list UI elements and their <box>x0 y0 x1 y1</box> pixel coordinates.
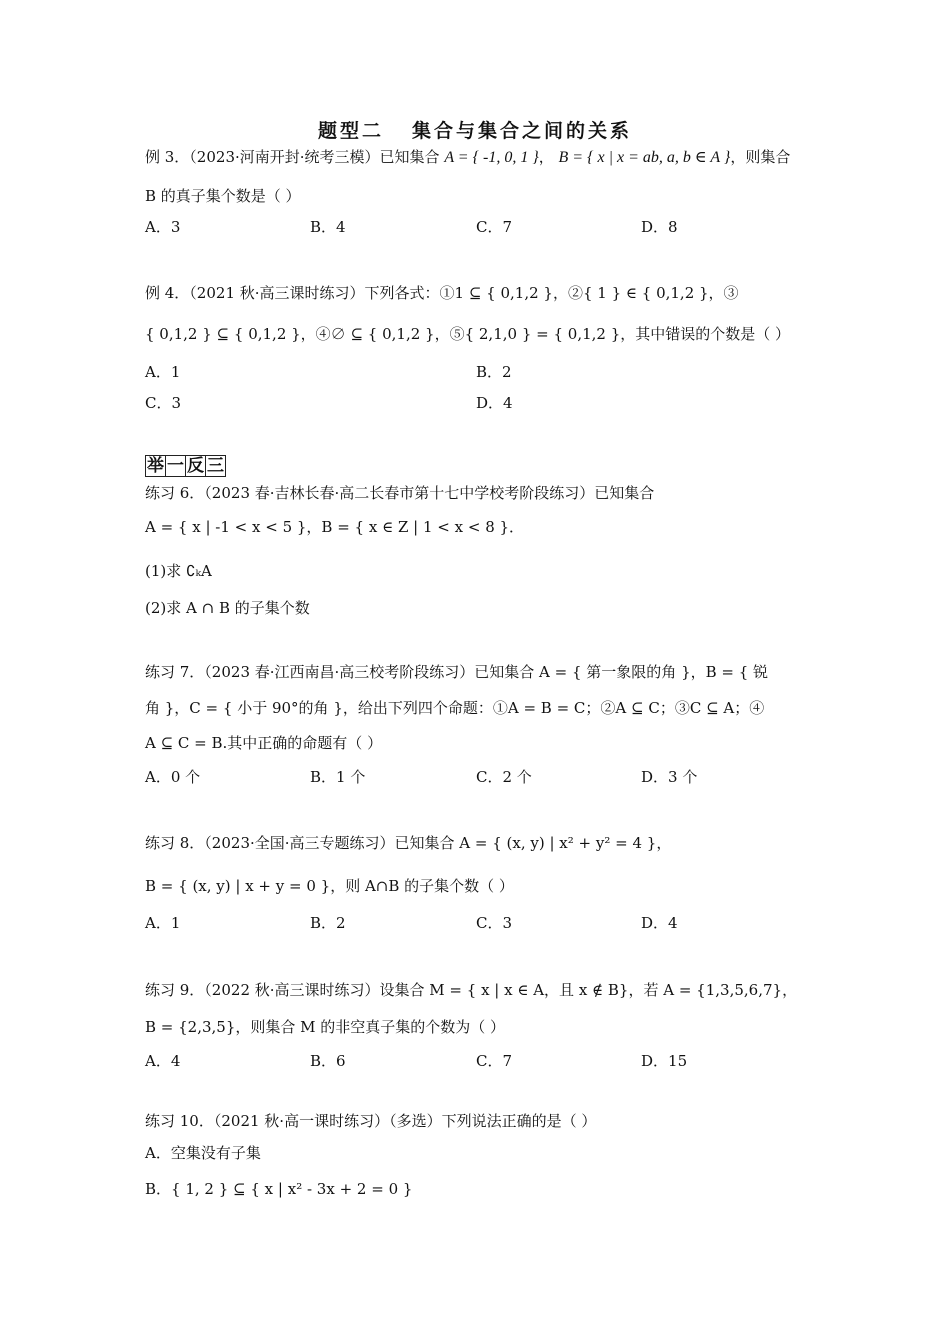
p9-question-line2: B = {2,3,5}，则集合 M 的非空真子集的个数为（ ） <box>145 1018 506 1036</box>
p9-option-a: A．4 <box>145 1052 181 1070</box>
ex3-option-a: A．3 <box>145 218 181 236</box>
ex3-option-b: B．4 <box>310 218 346 236</box>
p9-option-b: B．6 <box>310 1052 346 1070</box>
p8-option-d: D．4 <box>641 914 678 932</box>
badge-char-4: 三 <box>207 456 224 476</box>
section-title-part2: 集合与集合之间的关系 <box>412 120 633 142</box>
ex3-option-c: C．7 <box>476 218 513 236</box>
section-title <box>0 116 950 143</box>
ex4-option-c: C．3 <box>145 394 182 412</box>
ex3-question-line2: B 的真子集个数是（ ） <box>145 187 301 205</box>
p8-option-a: A．1 <box>145 914 181 932</box>
p9-option-d: D．15 <box>641 1052 688 1070</box>
p6-subquestion-1: (1)求 ∁ₖA <box>145 562 212 580</box>
p6-subquestion-2: (2)求 A ∩ B 的子集个数 <box>145 599 310 617</box>
ex3-suffix: ，则集合 <box>730 148 791 166</box>
p8-question-line1: 练习 8．（2023·全国·高三专题练习）已知集合 A = { (x, y) | x² + y² = 4 }， <box>145 834 672 852</box>
p6-question-line1: 练习 6．（2023 春·吉林长春·高二长春市第十七中学校考阶段练习）已知集合 <box>145 484 655 502</box>
p8-option-c: C．3 <box>476 914 513 932</box>
p8-question-line2: B = { (x, y) | x + y = 0 }，则 A∩B 的子集个数（ ） <box>145 877 514 895</box>
ex3-prefix: 例 3．（2023·河南开封·统考三模）已知集合 <box>145 148 440 166</box>
ex4-option-b: B．2 <box>476 363 512 381</box>
p7-option-a: A．0 个 <box>145 768 201 786</box>
ex4-question-line1: 例 4．（2021 秋·高三课时练习）下列各式：①1 ⊆ { 0,1,2 }，②{ 1 } ∈ { 0,1,2 }，③ <box>145 284 739 302</box>
p10-option-b: B．{ 1, 2 } ⊆ { x | x² - 3x + 2 = 0 } <box>145 1180 413 1198</box>
section-title-part1: 题型二 <box>317 120 384 142</box>
badge-char-1: 举 <box>147 456 164 476</box>
p9-question-line1: 练习 9．（2022 秋·高三课时练习）设集合 M = { x | x ∈ A，且 x ∉ B}，若 A = {1,3,5,6,7}， <box>145 981 798 999</box>
p7-option-b: B．1 个 <box>310 768 366 786</box>
badge-char-2: 一 <box>167 456 184 476</box>
badge-char-3: 反 <box>187 456 204 476</box>
p7-question-line1: 练习 7．（2023 春·江西南昌·高三校考阶段练习）已知集合 A = { 第一象限的角 }，B = { 锐 <box>145 663 769 681</box>
p9-option-c: C．7 <box>476 1052 513 1070</box>
p10-option-a: A．空集没有子集 <box>145 1144 261 1162</box>
p7-question-line2: 角 }，C = { 小于 90°的角 }，给出下列四个命题：①A = B = C；②A ⊆ C；③C ⊆ A；④ <box>145 699 765 717</box>
p7-option-c: C．2 个 <box>476 768 532 786</box>
p10-question-line1: 练习 10．（2021 秋·高一课时练习）（多选）下列说法正确的是（ ） <box>145 1112 597 1130</box>
p7-option-d: D．3 个 <box>641 768 698 786</box>
ex3-question-line1: 例 3．（2023·河南开封·统考三模）已知集合 A = { -1, 0, 1 }， B = { x | x = ab, a, b ∈ A }，则集合 <box>145 148 791 166</box>
p6-question-line2: A = { x | -1 < x < 5 }，B = { x ∈ Z | 1 < x < 8 }． <box>145 518 525 536</box>
practice-badge <box>145 455 225 477</box>
ex3-set-b: B = { x | x = ab, a, b ∈ A } <box>558 149 731 166</box>
ex4-option-d: D．4 <box>476 394 513 412</box>
ex4-question-line2: { 0,1,2 } ⊆ { 0,1,2 }，④∅ ⊆ { 0,1,2 }，⑤{ 2,1,0 } = { 0,1,2 }，其中错误的个数是（ ） <box>145 325 791 343</box>
ex4-option-a: A．1 <box>145 363 181 381</box>
p8-option-b: B．2 <box>310 914 346 932</box>
ex3-set-a: A = { -1, 0, 1 } <box>444 149 539 166</box>
p7-question-line3: A ⊆ C = B.其中正确的命题有（ ） <box>145 734 383 752</box>
ex3-option-d: D．8 <box>641 218 678 236</box>
